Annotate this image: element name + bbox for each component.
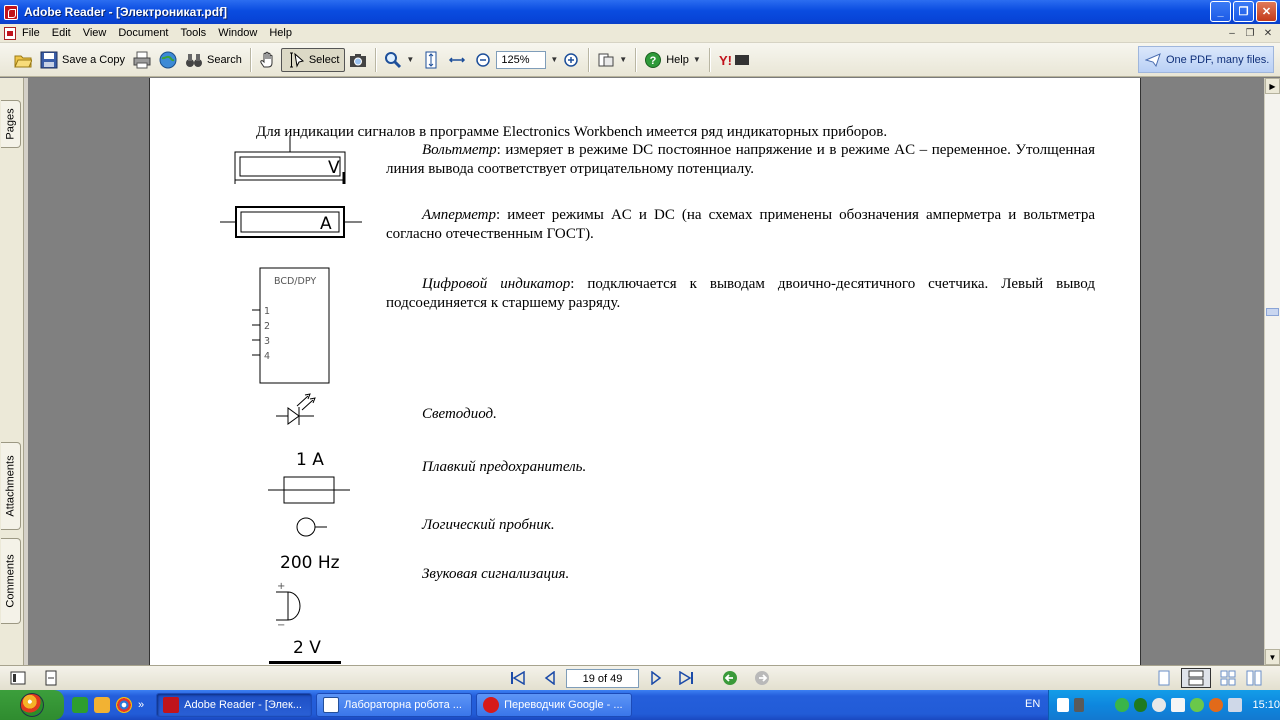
menu-document[interactable]: Document <box>118 27 169 39</box>
buzzer-plus: + <box>277 581 286 592</box>
next-page-button[interactable] <box>647 670 665 686</box>
rotate-pages-icon <box>597 51 615 69</box>
start-button[interactable] <box>0 690 64 720</box>
fit-width-icon <box>448 51 466 69</box>
volume-tray-icon[interactable] <box>1171 698 1185 712</box>
page-size-icon[interactable] <box>43 670 59 686</box>
zoom-tool-button[interactable] <box>380 47 418 73</box>
fuse-caption: Плавкий предохранитель. <box>422 459 587 475</box>
chevron-down-icon[interactable]: ▼ <box>406 55 415 64</box>
search-label: Search <box>206 53 242 66</box>
floppy-disk-icon <box>40 51 58 69</box>
pin-3-label: 3 <box>264 336 271 347</box>
buzzer-symbol <box>272 580 312 630</box>
doc-close-button[interactable]: ✕ <box>1263 27 1273 39</box>
snapshot-button[interactable] <box>345 47 371 73</box>
sync-tray-icon[interactable] <box>1152 698 1166 712</box>
shield-tray-icon[interactable] <box>1190 698 1204 712</box>
toolbar-separator <box>635 48 636 72</box>
continuous-view-icon[interactable] <box>1181 668 1211 688</box>
open-button[interactable] <box>10 47 36 73</box>
first-page-button[interactable] <box>509 670 527 686</box>
hand-icon <box>259 51 277 69</box>
fuse-rating-label: 1 A <box>296 450 324 470</box>
windows-taskbar <box>0 690 1280 720</box>
help-tray-icon[interactable] <box>1057 698 1069 712</box>
magnifier-icon <box>384 51 402 69</box>
zoom-out-button[interactable] <box>470 47 496 73</box>
yahoo-logo-icon <box>718 51 752 69</box>
tab-pages[interactable] <box>1 100 21 148</box>
windows-logo-icon <box>20 693 44 717</box>
document-icon[interactable] <box>4 27 16 40</box>
title-bar <box>0 0 1280 24</box>
digital-indicator-paragraph <box>386 275 1095 313</box>
clock[interactable]: 15:10 <box>1252 699 1280 711</box>
first-page-icon <box>510 671 526 685</box>
buzzer-frequency-label: 200 Hz <box>280 553 340 573</box>
restore-button[interactable]: ❐ <box>1233 1 1254 22</box>
document-viewport[interactable] <box>28 78 1264 665</box>
pin-2-label: 2 <box>264 321 271 332</box>
help-circle-icon <box>644 51 662 69</box>
adobe-reader-icon <box>163 697 179 713</box>
logic-probe-symbol <box>294 516 330 538</box>
help-label: Help <box>666 53 689 66</box>
continuous-facing-view-icon[interactable] <box>1246 670 1262 686</box>
scroll-down-arrow-icon[interactable]: ▼ <box>1265 649 1280 665</box>
display-tray-icon[interactable] <box>1228 698 1242 712</box>
tab-pages-label: Pages <box>4 108 17 140</box>
camera-icon <box>349 51 367 69</box>
voltmeter-paragraph <box>386 141 1095 179</box>
tab-attachments-label: Attachments <box>4 455 17 517</box>
vertical-scrollbar[interactable] <box>1264 78 1280 665</box>
forward-arrow-icon <box>754 670 770 686</box>
taskbar-item-label: Переводчик Google - ... <box>504 699 623 711</box>
bookmarks-panel-icon[interactable] <box>10 670 26 686</box>
svg-text:?: ? <box>649 54 657 67</box>
taskbar-item-adobe-reader[interactable] <box>156 693 312 717</box>
system-tray <box>1048 690 1280 720</box>
close-button[interactable]: ✕ <box>1256 1 1277 22</box>
facing-pages-view-icon[interactable] <box>1220 670 1236 686</box>
help-button[interactable] <box>640 47 705 73</box>
select-tool-button[interactable] <box>281 48 346 72</box>
fit-height-icon <box>422 51 440 69</box>
chevron-down-icon[interactable]: ▼ <box>692 55 701 64</box>
adobe-reader-icon <box>4 5 18 20</box>
taskbar-item-opera[interactable] <box>476 693 632 717</box>
led-symbol <box>274 390 320 432</box>
navigation-pane <box>0 78 24 665</box>
previous-page-icon <box>544 671 556 685</box>
logic-probe-caption: Логический пробник. <box>422 517 555 533</box>
email-button[interactable] <box>155 47 181 73</box>
tab-comments[interactable] <box>1 538 21 624</box>
buzzer-caption: Звуковая сигнализация. <box>422 566 570 582</box>
taskbar-item-word[interactable] <box>316 693 472 717</box>
ammeter-paragraph <box>386 206 1095 244</box>
hand-tool-button[interactable] <box>255 47 281 73</box>
led-caption: Светодиод. <box>422 406 497 422</box>
pin-4-label: 4 <box>264 351 271 362</box>
buzzer-minus: − <box>277 620 286 630</box>
digital-indicator-symbol <box>250 266 332 386</box>
menu-help[interactable]: Help <box>269 27 292 39</box>
chevron-down-icon[interactable]: ▼ <box>619 55 628 64</box>
digital-indicator-text: : подключается к выводам двоично-десятичного счетчика. Левый вывод подсоединяется к старшему разряду. <box>386 276 1095 311</box>
toolbar <box>0 43 1280 77</box>
select-label: Select <box>308 53 340 66</box>
quick-launch <box>72 697 144 713</box>
chrome-icon[interactable] <box>116 697 132 713</box>
paper-plane-icon <box>1145 53 1161 67</box>
pin-1-label: 1 <box>264 306 271 317</box>
zoom-level-input[interactable]: 125% <box>496 51 546 69</box>
minus-circle-icon <box>474 51 492 69</box>
toolbar-separator <box>250 48 251 72</box>
fit-width-button[interactable] <box>444 47 470 73</box>
intro-paragraph: Для индикации сигналов в программе Electronics Workbench имеется ряд индикаторных приборов. <box>256 124 888 140</box>
print-button[interactable] <box>129 47 155 73</box>
binoculars-icon <box>185 51 203 69</box>
go-forward-button[interactable] <box>753 670 771 686</box>
taskbar-item-label: Лабораторна робота ... <box>344 699 462 711</box>
toolbar-separator <box>375 48 376 72</box>
menu-tools[interactable]: Tools <box>180 27 207 39</box>
promo-text: One PDF, many files. <box>1166 53 1270 66</box>
tab-attachments[interactable] <box>1 442 21 530</box>
back-arrow-icon <box>722 670 738 686</box>
folder-open-icon <box>14 51 32 69</box>
doc-restore-button[interactable]: ❐ <box>1245 27 1255 39</box>
fuse-symbol <box>268 474 352 508</box>
word-document-icon <box>323 697 339 713</box>
fit-page-button[interactable] <box>418 47 444 73</box>
toolbar-separator <box>709 48 710 72</box>
doc-minimize-button[interactable]: – <box>1229 27 1235 39</box>
last-page-icon <box>678 671 694 685</box>
voltmeter-term: Вольтметр <box>422 142 497 158</box>
single-page-view-icon[interactable] <box>1156 670 1172 686</box>
bulb-symbol-top-line <box>269 661 341 664</box>
scroll-up-arrow-icon[interactable]: ▶ <box>1265 78 1280 94</box>
digital-indicator-term: Цифровой индикатор <box>422 276 571 292</box>
globe-email-icon <box>159 51 177 69</box>
menu-edit[interactable]: Edit <box>51 27 71 39</box>
menu-view[interactable]: View <box>82 27 107 39</box>
opera-icon <box>483 697 499 713</box>
svg-text:Y!: Y! <box>718 52 732 68</box>
last-page-button[interactable] <box>677 670 695 686</box>
scroll-thumb[interactable] <box>1266 308 1279 316</box>
antivirus-tray-icon[interactable] <box>1134 698 1148 712</box>
menu-file[interactable]: File <box>22 27 40 39</box>
zoom-dropdown-icon[interactable]: ▼ <box>550 55 559 64</box>
yahoo-button[interactable] <box>714 47 756 73</box>
network-tray-icon[interactable] <box>1074 698 1084 712</box>
taskbar-item-label: Adobe Reader - [Элек... <box>184 699 302 711</box>
plus-circle-icon <box>562 51 580 69</box>
minimize-button[interactable]: _ <box>1210 1 1231 22</box>
rotate-view-button[interactable] <box>593 47 631 73</box>
ammeter-label: A <box>320 214 332 234</box>
quick-launch-app-icon[interactable] <box>72 697 88 713</box>
icq-tray-icon[interactable] <box>1115 698 1129 712</box>
ammeter-term: Амперметр <box>422 207 497 223</box>
voltmeter-label: V <box>328 158 340 178</box>
window-title: Adobe Reader - [Электроникат.pdf] <box>24 5 228 19</box>
voltmeter-text: : измеряет в режиме DC постоянное напряжение и в режиме AC – переменное. Утолщенная линия вывода соответствует отрицательному потенциалу. <box>386 142 1095 177</box>
printer-icon <box>133 51 151 69</box>
pdf-page <box>149 78 1141 665</box>
quick-launch-overflow-icon[interactable]: » <box>138 699 145 711</box>
bulb-voltage-label: 2 V <box>293 638 321 658</box>
quick-launch-folder-icon[interactable] <box>94 697 110 713</box>
ammeter-text: : имеет режимы AC и DC (на схемах применены обозначения амперметра и вольтметра согласно отечественным ГОСТ). <box>386 207 1095 242</box>
page-number-input[interactable]: 19 of 49 <box>566 669 639 688</box>
language-indicator[interactable]: EN <box>1025 698 1041 710</box>
voltmeter-symbol <box>220 136 348 184</box>
save-copy-label: Save a Copy <box>62 53 125 66</box>
toolbar-separator <box>588 48 589 72</box>
menu-bar <box>0 24 1280 43</box>
menu-window[interactable]: Window <box>218 27 258 39</box>
text-cursor-icon <box>287 51 305 69</box>
promo-banner[interactable] <box>1138 46 1274 73</box>
page-navigation-bar <box>0 665 1280 690</box>
update-tray-icon[interactable] <box>1209 698 1223 712</box>
save-copy-button[interactable] <box>36 47 129 73</box>
ammeter-symbol <box>220 204 365 240</box>
zoom-in-button[interactable] <box>558 47 584 73</box>
next-page-icon <box>650 671 662 685</box>
bcd-label: BCD/DPY <box>274 276 317 287</box>
previous-page-button[interactable] <box>541 670 559 686</box>
search-button[interactable] <box>181 47 246 73</box>
tab-comments-label: Comments <box>4 554 17 608</box>
go-back-button[interactable] <box>721 670 739 686</box>
